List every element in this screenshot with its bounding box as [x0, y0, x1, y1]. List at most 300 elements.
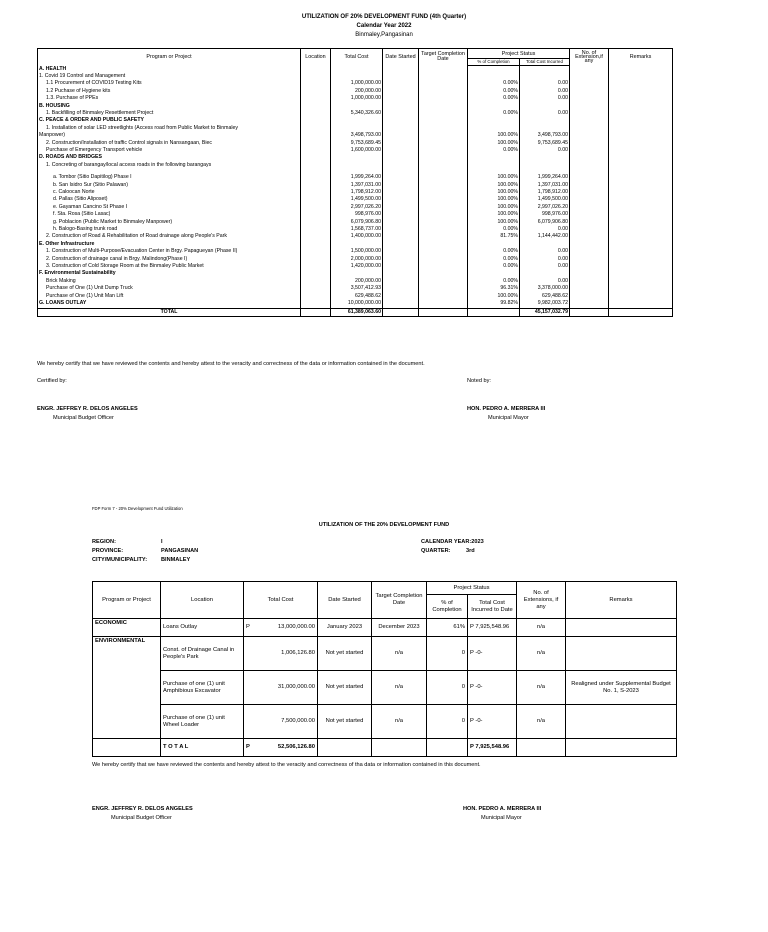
- r2-remarks-cell: [566, 671, 677, 705]
- r1-started-cell: [383, 182, 419, 189]
- r1-incurred-cell: 0.00: [520, 110, 570, 117]
- r1-extension-cell: [570, 241, 609, 248]
- r2-pct-cell: [427, 637, 468, 671]
- r1-table-row: [38, 117, 673, 124]
- r2-inc-peso: P: [470, 650, 474, 656]
- r1-started-cell: [383, 154, 419, 161]
- r1-location-cell: [301, 95, 331, 102]
- r1-pct-cell: [468, 117, 520, 124]
- r1-target-cell: [419, 219, 468, 226]
- r1-cost-cell: 1,000,000.00: [331, 95, 383, 102]
- r1-extension-cell: [570, 117, 609, 124]
- r1-extension-cell: [570, 256, 609, 263]
- r1-extension-cell: [570, 285, 609, 292]
- r1-location-cell: [301, 162, 331, 169]
- r1-table-row: [38, 162, 673, 169]
- r1-started-cell: [383, 293, 419, 300]
- r2-started-cell: [318, 671, 372, 705]
- r1-program-cell: C. PEACE & ORDER AND PUBLIC SAFETY: [38, 117, 301, 124]
- r1-remarks-cell: [609, 117, 673, 124]
- r1-target-cell: [419, 300, 468, 308]
- r1-extension-cell: [570, 147, 609, 154]
- r1-target-cell: [419, 73, 468, 80]
- r1-cost-cell: 5,340,326.60: [331, 110, 383, 117]
- r1-started-cell: [383, 147, 419, 154]
- r1-started-cell: [383, 270, 419, 277]
- r1-started-cell: [383, 256, 419, 263]
- r1-cost-cell: 200,000.00: [331, 88, 383, 95]
- r2-incurred: -0-: [475, 718, 483, 724]
- r2-title: UTILIZATION OF THE 20% DEVELOPMENT FUND: [318, 522, 450, 528]
- r1-target-cell: [419, 270, 468, 277]
- r1-cost-cell: 200,000.00: [331, 278, 383, 285]
- r1-remarks-cell: [609, 233, 673, 240]
- r2-col-date-started: Date Started: [318, 582, 372, 619]
- r2-program-cell: [93, 637, 161, 671]
- r1-location-cell: [301, 132, 331, 139]
- r1-cost-cell: 1,568,737.00: [331, 226, 383, 233]
- r2-city-label: CITY/MUNICIPALITY:: [92, 557, 148, 563]
- r1-col-total-cost: Total Cost: [331, 49, 383, 66]
- r2-region: I: [161, 539, 163, 545]
- r1-cost-cell: 1,397,031.00: [331, 182, 383, 189]
- r1-table-row: [38, 300, 673, 308]
- r1-pct-cell: 100.00%: [468, 189, 520, 196]
- r1-pct-cell: 100.00%: [468, 140, 520, 147]
- r1-table-row: [38, 256, 673, 263]
- r2-pct: 0: [461, 684, 465, 690]
- r1-location-cell: [301, 147, 331, 154]
- r1-table-row: [38, 80, 673, 87]
- r2-location-cell: [161, 619, 244, 637]
- r1-pct-cell: 100.00%: [468, 182, 520, 189]
- r2-total-inc-peso: P: [470, 744, 474, 750]
- r1-remarks-cell: [609, 182, 673, 189]
- r1-target-cell: [419, 103, 468, 110]
- r1-pct-cell: 0.00%: [468, 256, 520, 263]
- r1-extension-cell: [570, 189, 609, 196]
- r1-cost-cell: [331, 162, 383, 169]
- r1-extension-cell: [570, 182, 609, 189]
- r2-incurred: -0-: [475, 650, 483, 656]
- r2-region-label: REGION:: [92, 539, 116, 545]
- r1-pct-cell: [468, 241, 520, 248]
- r1-extension-cell: [570, 88, 609, 95]
- r1-table-row: [38, 263, 673, 270]
- r2-target-cell: [372, 671, 427, 705]
- r1-table-row: [38, 211, 673, 218]
- r1-remarks-cell: [609, 226, 673, 233]
- r1-program-cell: g. Poblacion (Public Market to Binmaley Manpower): [38, 219, 301, 226]
- r1-incurred-cell: 0.00: [520, 147, 570, 154]
- r1-col-extension: No. of Extension,if any: [570, 49, 609, 66]
- r1-target-cell: [419, 241, 468, 248]
- r2-program-cell: [93, 619, 161, 637]
- r1-program-cell: 3. Construction of Cold Storage Room at the Binmaley Public Market: [38, 263, 301, 270]
- r1-pct-cell: [468, 154, 520, 161]
- r1-table-row: [38, 182, 673, 189]
- r1-started-cell: [383, 204, 419, 211]
- r2-pct: 61%: [453, 624, 465, 630]
- r2-incurred-cell: [468, 637, 517, 671]
- r1-incurred-cell: 6,079,906.80: [520, 219, 570, 226]
- r1-target-cell: [419, 211, 468, 218]
- r1-cost-cell: 998,976.00: [331, 211, 383, 218]
- r1-location-cell: [301, 233, 331, 240]
- r1-pct-cell: 96.31%: [468, 285, 520, 292]
- r1-started-cell: [383, 300, 419, 308]
- r1-program-cell: 1. Installation of solar LED streetlights (Access road from Public Market to Binmaley: [38, 125, 301, 132]
- r1-program-cell: Purchase of Emergency Transport vehicle: [38, 147, 301, 154]
- r1-remarks-cell: [609, 285, 673, 292]
- r1-remarks-cell: [609, 241, 673, 248]
- r1-started-cell: [383, 233, 419, 240]
- r1-table-row: [38, 147, 673, 154]
- r1-program-cell: 1.2 Puchase of Hygiene kits: [38, 88, 301, 95]
- r1-extension-cell: [570, 233, 609, 240]
- r1-remarks-cell: [609, 293, 673, 300]
- r1-pct-cell: [468, 103, 520, 110]
- r1-col-target: Target Completion Date: [419, 49, 468, 66]
- r2-col-target: Target Completion Date: [372, 582, 427, 619]
- r1-program-cell: D. ROADS AND BRIDGES: [38, 154, 301, 161]
- r1-table-row: [38, 196, 673, 203]
- r1-incurred-cell: 1,499,500.00: [520, 196, 570, 203]
- r1-location-cell: [301, 196, 331, 203]
- r1-remarks-cell: [609, 189, 673, 196]
- r1-program-cell: Manpower): [38, 132, 301, 139]
- r1-target-cell: [419, 154, 468, 161]
- r2-province-label: PROVINCE:: [92, 548, 124, 554]
- r1-incurred-cell: 1,397,031.00: [520, 182, 570, 189]
- r2-inc-peso: P: [470, 718, 474, 724]
- r1-program-cell: e. Gayaman Cancino St Phase I: [38, 204, 301, 211]
- r1-table-row: [38, 132, 673, 139]
- r1-sig1-name: ENGR. JEFFREY R. DELOS ANGELES: [37, 406, 138, 412]
- r1-extension-cell: [570, 219, 609, 226]
- r2-cost-peso: P: [246, 624, 250, 630]
- r1-cost-cell: 2,997,026.20: [331, 204, 383, 211]
- r1-certify-text: We hereby certify that we have reviewed the contents and hereby attest to the veracity and correctness of the data or information contained in the document.: [37, 361, 425, 367]
- r2-col-cost-incurred: Total Cost Incurred to Date: [468, 595, 517, 619]
- r1-target-cell: [419, 66, 468, 73]
- r2-sig2-title: Municipal Mayor: [481, 815, 522, 821]
- r1-pct-cell: 0.00%: [468, 278, 520, 285]
- r1-table-row: [38, 103, 673, 110]
- r2-location: Purchase of one (1) unit Wheel Loader: [163, 714, 225, 728]
- r2-location: Loans Outlay: [163, 624, 198, 630]
- r1-target-cell: [419, 117, 468, 124]
- r2-province: PANGASINAN: [161, 548, 199, 554]
- r2-program: ECONOMIC: [95, 620, 127, 626]
- r2-program-cell: [93, 671, 161, 705]
- r1-sig1-title: Municipal Budget Officer: [53, 415, 114, 421]
- r1-remarks-cell: [609, 80, 673, 87]
- r1-started-cell: [383, 189, 419, 196]
- r1-cost-cell: 3,507,412.93: [331, 285, 383, 292]
- r1-cost-cell: [331, 125, 383, 132]
- r1-started-cell: [383, 117, 419, 124]
- r1-location-cell: [301, 125, 331, 132]
- r1-target-cell: [419, 196, 468, 203]
- r1-col-date-started: Date Started: [383, 49, 419, 66]
- r1-started-cell: [383, 110, 419, 117]
- r1-cost-cell: 1,400,000.00: [331, 233, 383, 240]
- r1-cost-cell: 1,600,000.00: [331, 147, 383, 154]
- r1-pct-cell: 0.00%: [468, 226, 520, 233]
- r1-extension-cell: [570, 132, 609, 139]
- r1-program-cell: G. LOANS OUTLAY: [38, 300, 301, 308]
- r1-table-row: [38, 73, 673, 80]
- r1-location-cell: [301, 103, 331, 110]
- r1-pct-cell: 0.00%: [468, 248, 520, 255]
- r1-program-cell: Purchase of One (1) Unit Man Lift: [38, 293, 301, 300]
- r1-location-cell: [301, 204, 331, 211]
- r1-location-cell: [301, 300, 331, 308]
- r1-started-cell: [383, 226, 419, 233]
- r1-location-cell: [301, 182, 331, 189]
- r2-started-cell: [318, 619, 372, 637]
- r1-remarks-cell: [609, 147, 673, 154]
- r1-incurred-cell: 9,753,689.45: [520, 140, 570, 147]
- r1-remarks-cell: [609, 154, 673, 161]
- r1-table-row: [38, 189, 673, 196]
- r2-started: January 2023: [326, 624, 363, 630]
- r1-incurred-cell: 3,498,793.00: [520, 132, 570, 139]
- r1-pct-cell: [468, 73, 520, 80]
- r2-incurred-cell: [468, 705, 517, 739]
- r1-program-cell: f. Sta. Rosa (Sitio Lasac): [38, 211, 301, 218]
- r2-incurred: 7,925,548.96: [475, 624, 510, 630]
- r1-remarks-cell: [609, 204, 673, 211]
- r1-cost-cell: 1,499,500.00: [331, 196, 383, 203]
- r1-incurred-cell: 0.00: [520, 80, 570, 87]
- r2-target-cell: [372, 637, 427, 671]
- r1-sig2-title: Municipal Mayor: [488, 415, 529, 421]
- r1-started-cell: [383, 140, 419, 147]
- r1-remarks-cell: [609, 66, 673, 73]
- r1-incurred-cell: [520, 270, 570, 277]
- r1-remarks-cell: [609, 248, 673, 255]
- r1-location-cell: [301, 293, 331, 300]
- r2-sig1-title: Municipal Budget Officer: [111, 815, 172, 821]
- r2-started: Not yet started: [325, 684, 364, 690]
- r1-program-cell: 1. Backfilling of Binmaley Resettlement Project: [38, 110, 301, 117]
- r2-total-peso: P: [246, 744, 250, 750]
- r2-col-pct: % of Completion: [427, 595, 468, 619]
- r2-cost-cell: [244, 705, 318, 739]
- r1-pct-cell: [468, 125, 520, 132]
- r1-cost-cell: [331, 270, 383, 277]
- r2-started: Not yet started: [325, 650, 364, 656]
- r1-remarks-cell: [609, 300, 673, 308]
- r1-table-row: [38, 88, 673, 95]
- r2-extension: n/a: [536, 624, 546, 630]
- r2-certify-text: We hereby certify that we have reviewed the contents and hereby attest to the veracity and correctness of tha data or information contained in this document.: [92, 762, 481, 768]
- r1-target-cell: [419, 204, 468, 211]
- r1-remarks-cell: [609, 162, 673, 169]
- r1-incurred-cell: 1,798,912.00: [520, 189, 570, 196]
- r2-year: 2023: [471, 539, 484, 545]
- r1-program-cell: Purchase of One (1) Unit Dump Truck: [38, 285, 301, 292]
- r1-total-label: TOTAL: [38, 308, 301, 316]
- r1-table-row: [38, 219, 673, 226]
- r1-target-cell: [419, 233, 468, 240]
- r2-pct: 0: [461, 650, 465, 656]
- r2-started: Not yet started: [325, 718, 364, 724]
- r1-target-cell: [419, 285, 468, 292]
- r1-program-cell: 1. Concreting of barangay/local access roads in the following barangays: [38, 162, 301, 169]
- r1-started-cell: [383, 174, 419, 181]
- r1-target-cell: [419, 88, 468, 95]
- report1-table: [37, 48, 673, 317]
- r1-target-cell: [419, 256, 468, 263]
- r1-extension-cell: [570, 162, 609, 169]
- r2-table-row: [93, 705, 677, 739]
- r2-cost: 1,006,126.80: [281, 650, 315, 656]
- r1-cost-cell: [331, 154, 383, 161]
- r1-pct-cell: 100.00%: [468, 196, 520, 203]
- r2-extension: n/a: [536, 650, 546, 656]
- report1-place: Binmaley,Pangasinan: [355, 32, 413, 38]
- r1-program-cell: c. Caloocan Norte: [38, 189, 301, 196]
- r1-target-cell: [419, 189, 468, 196]
- r1-program-cell: 2. Construction of Road & Rehabilitation of Road drainage along People's Park: [38, 233, 301, 240]
- r2-incurred-cell: [468, 671, 517, 705]
- r2-location-cell: [161, 705, 244, 739]
- r1-col-program: Program or Project: [38, 49, 301, 66]
- r1-incurred-cell: 998,976.00: [520, 211, 570, 218]
- r1-pct-cell: 100.00%: [468, 132, 520, 139]
- r2-cost-cell: [244, 637, 318, 671]
- r1-incurred-cell: 1,999,264.00: [520, 174, 570, 181]
- r2-pct-cell: [427, 705, 468, 739]
- r1-total-cost: 61,389,063.60: [331, 308, 383, 316]
- r1-target-cell: [419, 95, 468, 102]
- r2-target-cell: [372, 619, 427, 637]
- r1-location-cell: [301, 241, 331, 248]
- r1-col-project-status: Project Status: [468, 49, 570, 59]
- r2-extension-cell: [517, 637, 566, 671]
- r2-inc-peso: P: [470, 684, 474, 690]
- r1-location-cell: [301, 73, 331, 80]
- r1-incurred-cell: 0.00: [520, 88, 570, 95]
- r1-table-row: [38, 278, 673, 285]
- r2-total-row: [93, 739, 677, 757]
- r1-col-cost-incurred: Total Cost Incurred: [520, 59, 570, 66]
- r2-location: Const. of Drainage Canal in People's Park: [163, 646, 235, 660]
- r2-remarks: Realigned under Supplemental Budget No. 1, S-2023: [571, 680, 671, 694]
- r1-remarks-cell: [609, 270, 673, 277]
- r1-cost-cell: [331, 73, 383, 80]
- r2-total-label: T O T A L: [161, 739, 244, 757]
- r2-cost-cell: [244, 671, 318, 705]
- r1-target-cell: [419, 132, 468, 139]
- r1-cost-cell: 1,420,000.00: [331, 263, 383, 270]
- r1-extension-cell: [570, 300, 609, 308]
- r1-location-cell: [301, 278, 331, 285]
- r1-started-cell: [383, 125, 419, 132]
- r1-extension-cell: [570, 110, 609, 117]
- r1-extension-cell: [570, 140, 609, 147]
- r1-table-row: [38, 110, 673, 117]
- r1-pct-cell: 0.00%: [468, 80, 520, 87]
- r1-table-row: [38, 140, 673, 147]
- r1-program-cell: b. San Isidro Sur (Sitio Palawan): [38, 182, 301, 189]
- r2-program: ENVIRONMENTAL: [95, 638, 146, 644]
- r2-target: December 2023: [378, 624, 420, 630]
- r2-col-location: Location: [161, 582, 244, 619]
- r1-remarks-cell: [609, 278, 673, 285]
- r1-started-cell: [383, 73, 419, 80]
- r1-remarks-cell: [609, 196, 673, 203]
- r1-target-cell: [419, 80, 468, 87]
- r1-incurred-cell: 0.00: [520, 95, 570, 102]
- r1-incurred-cell: 0.00: [520, 226, 570, 233]
- r1-cost-cell: 1,500,000.00: [331, 248, 383, 255]
- r1-program-cell: 1. Covid 19 Control and Management: [38, 73, 301, 80]
- r1-target-cell: [419, 140, 468, 147]
- r1-cost-cell: [331, 103, 383, 110]
- r1-started-cell: [383, 80, 419, 87]
- r1-cost-cell: [331, 66, 383, 73]
- r1-remarks-cell: [609, 110, 673, 117]
- r1-pct-cell: [468, 162, 520, 169]
- r1-cost-cell: 9,753,689.45: [331, 140, 383, 147]
- r2-target: n/a: [394, 684, 404, 690]
- r1-cost-cell: 1,798,912.00: [331, 189, 383, 196]
- r1-cost-cell: 629,488.62: [331, 293, 383, 300]
- r1-cost-cell: 1,000,000.00: [331, 80, 383, 87]
- r1-table-row: [38, 293, 673, 300]
- r2-location-cell: [161, 637, 244, 671]
- r2-pct-cell: [427, 671, 468, 705]
- r1-target-cell: [419, 125, 468, 132]
- r2-city: BINMALEY: [161, 557, 191, 563]
- r1-location-cell: [301, 248, 331, 255]
- r1-extension-cell: [570, 95, 609, 102]
- r2-pct: 0: [461, 718, 465, 724]
- r1-col-pct: % of Completion: [468, 59, 520, 66]
- r2-extension-cell: [517, 619, 566, 637]
- r1-extension-cell: [570, 125, 609, 132]
- r1-extension-cell: [570, 278, 609, 285]
- r1-incurred-cell: 0.00: [520, 256, 570, 263]
- r1-remarks-cell: [609, 211, 673, 218]
- r2-col-project-status: Project Status: [427, 582, 517, 595]
- r1-total-incurred: 45,157,032.79: [520, 308, 570, 316]
- r1-program-cell: 2. Construction of drainage canal in Brgy. Malindong(Phase I): [38, 256, 301, 263]
- r1-started-cell: [383, 132, 419, 139]
- r2-program-cell: [93, 705, 161, 739]
- r1-target-cell: [419, 278, 468, 285]
- r1-incurred-cell: 0.00: [520, 278, 570, 285]
- r1-started-cell: [383, 211, 419, 218]
- r1-started-cell: [383, 95, 419, 102]
- r1-cost-cell: 6,079,906.80: [331, 219, 383, 226]
- r1-started-cell: [383, 196, 419, 203]
- r1-pct-cell: 100.00%: [468, 204, 520, 211]
- r1-table-row: [38, 226, 673, 233]
- r1-location-cell: [301, 256, 331, 263]
- r2-table-row: [93, 637, 677, 671]
- r1-incurred-cell: 2,997,026.20: [520, 204, 570, 211]
- r1-extension-cell: [570, 154, 609, 161]
- r1-extension-cell: [570, 103, 609, 110]
- r1-incurred-cell: [520, 103, 570, 110]
- r1-table-row: [38, 248, 673, 255]
- r1-sig2-name: HON. PEDRO A. MERRERA III: [467, 406, 546, 412]
